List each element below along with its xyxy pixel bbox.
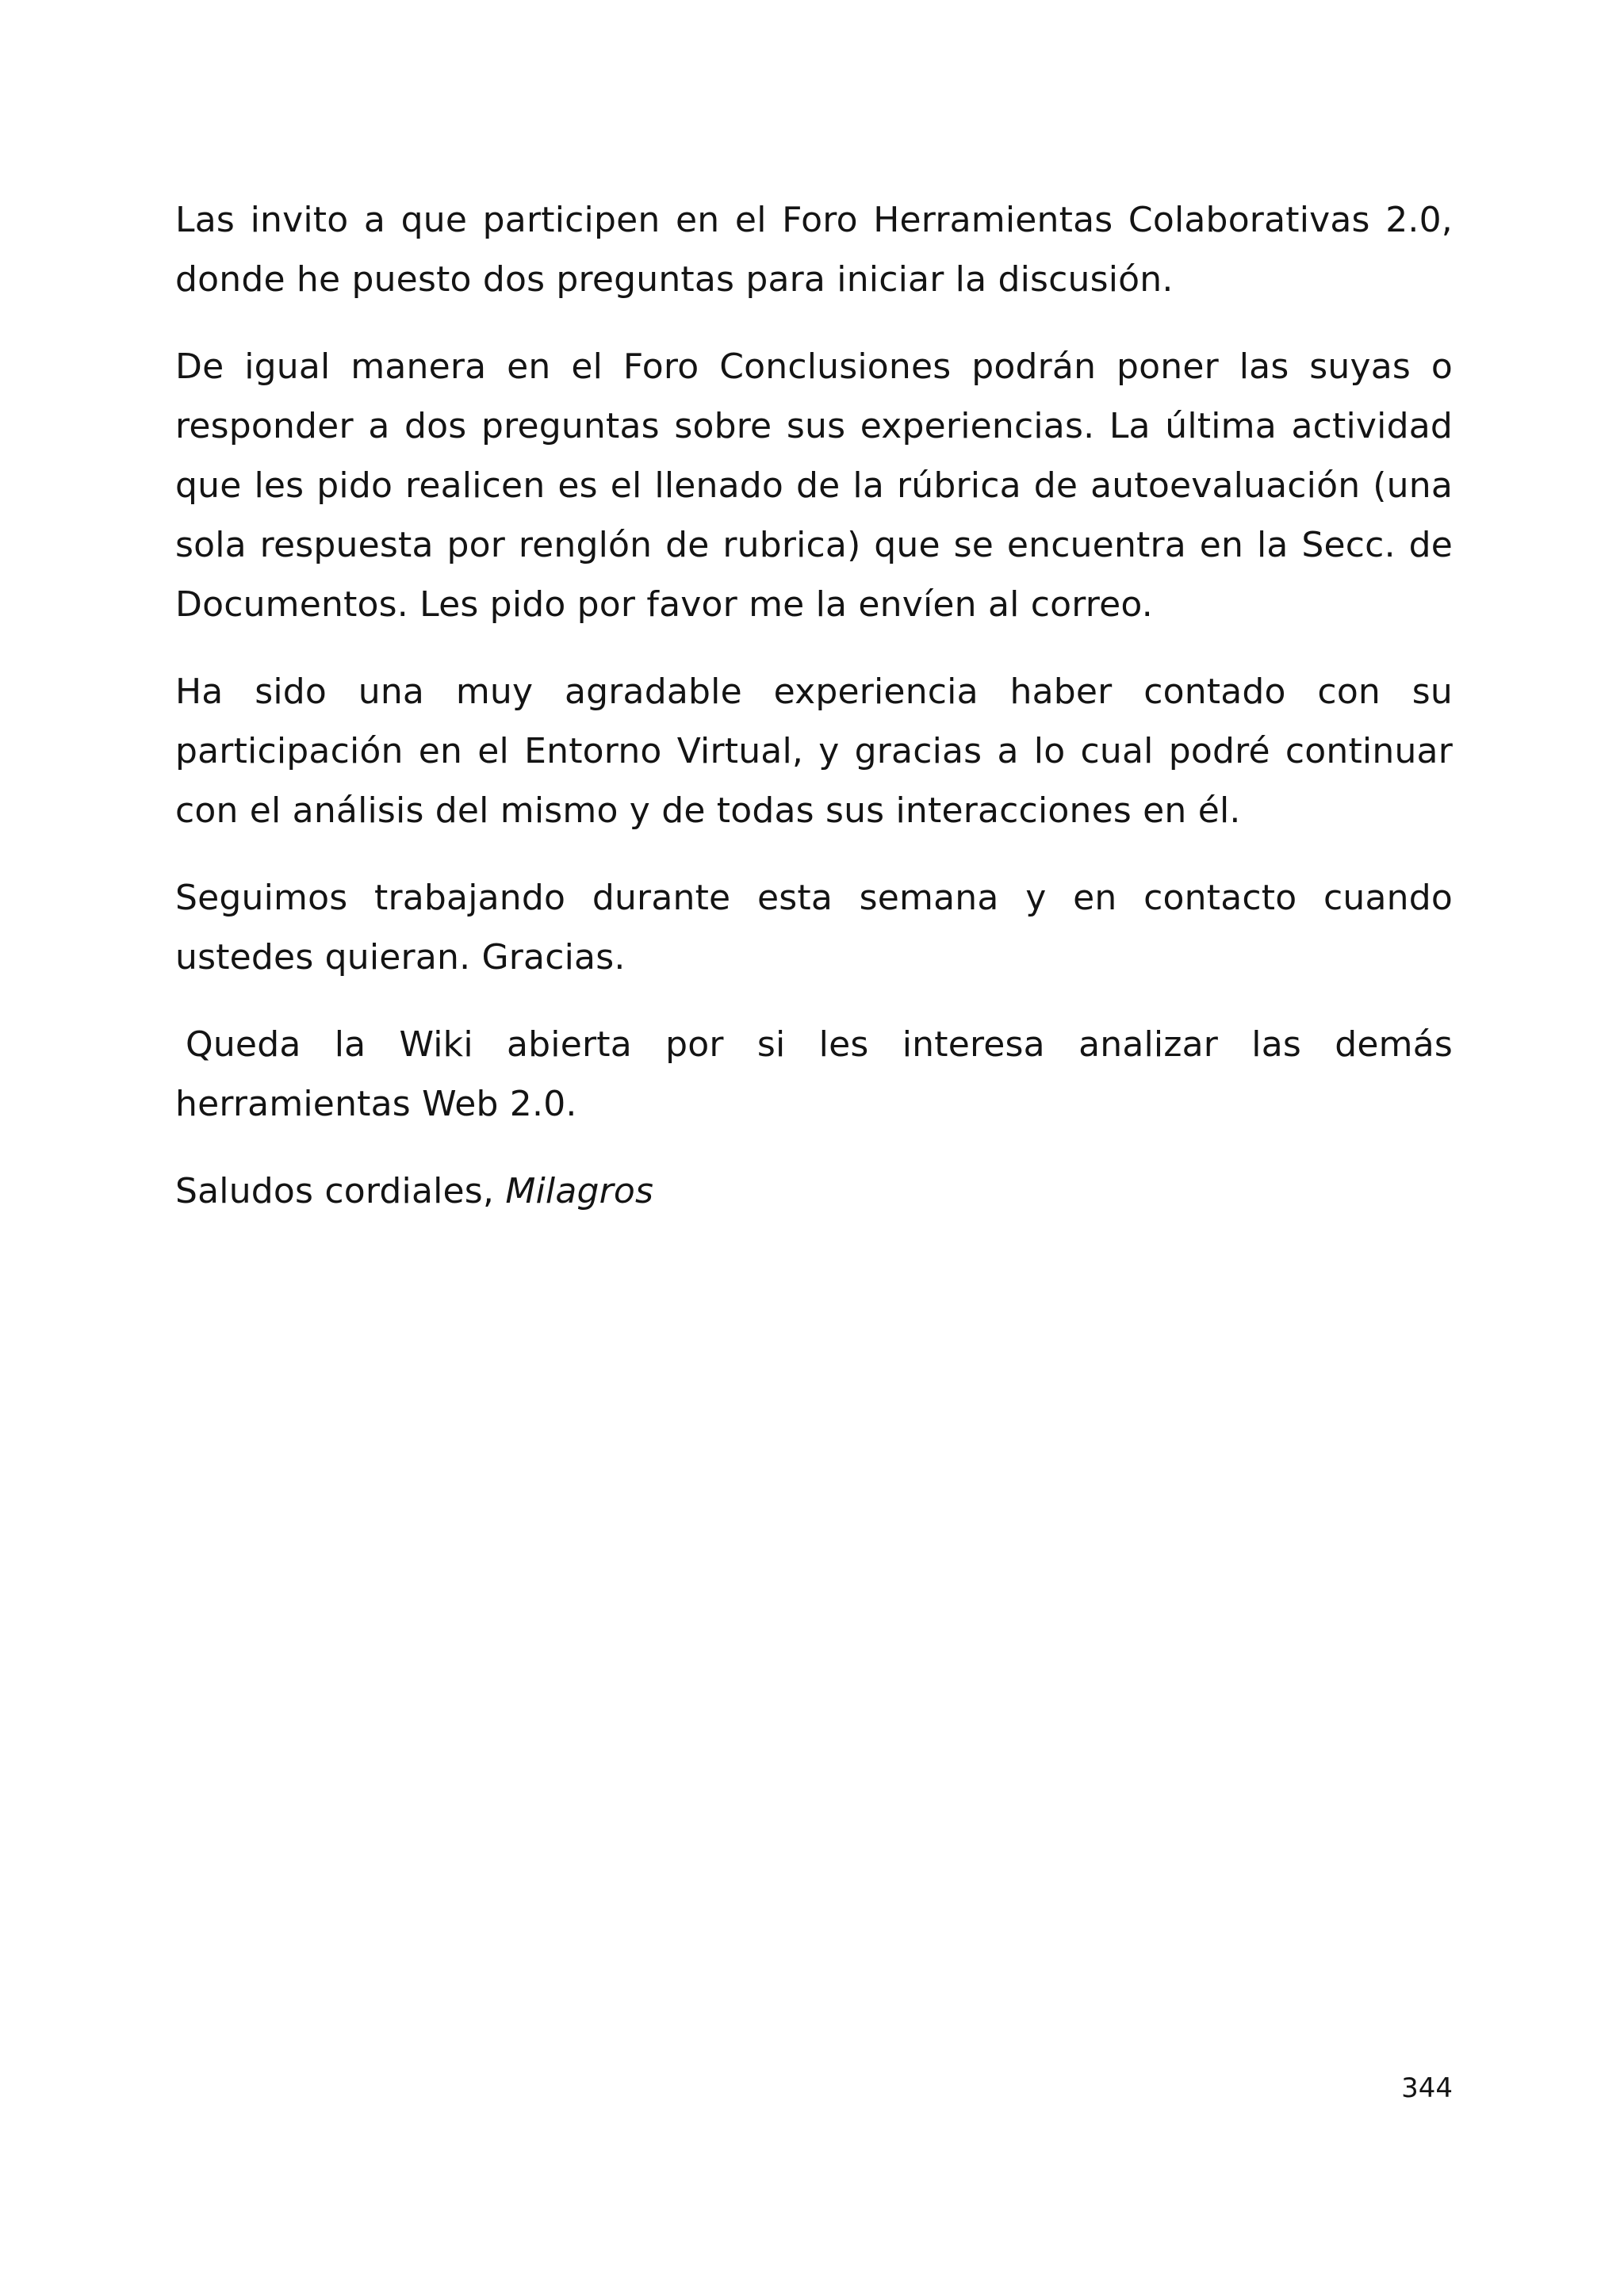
paragraph-invitation: Las invito a que participen en el Foro Herramientas Colaborativas 2.0, donde he puesto dos preguntas para iniciar la discusión. — [175, 200, 1453, 300]
signature-name: Milagros — [505, 1171, 654, 1211]
closing-line — [175, 1161, 1453, 1221]
paragraph-conclusions: De igual manera en el Foro Conclusiones podrán poner las suyas o responder a dos preguntas sobre sus experiencias. La última actividad que les pido realicen es el llenado de la rúbrica de autoevaluación (una sola respuesta por renglón de rubrica) que se encuentra en la Secc. de Documentos. Les pido por favor me la envíen al correo. — [175, 346, 1453, 625]
page-number: 344 — [1401, 2072, 1453, 2104]
document-page — [175, 190, 1453, 1249]
closing-text: Saludos cordiales, — [175, 1171, 506, 1211]
paragraph-experience: Ha sido una muy agradable experiencia haber contado con su participación en el Entorno Virtual, y gracias a lo cual podré continuar con el análisis del mismo y de todas sus interacciones en él. — [175, 672, 1453, 831]
paragraph-continue: Seguimos trabajando durante esta semana y en contacto cuando ustedes quieran. Gracias. — [175, 878, 1453, 978]
paragraph-wiki: Queda la Wiki abierta por si les interesa analizar las demás herramientas Web 2.0. — [175, 1024, 1453, 1124]
